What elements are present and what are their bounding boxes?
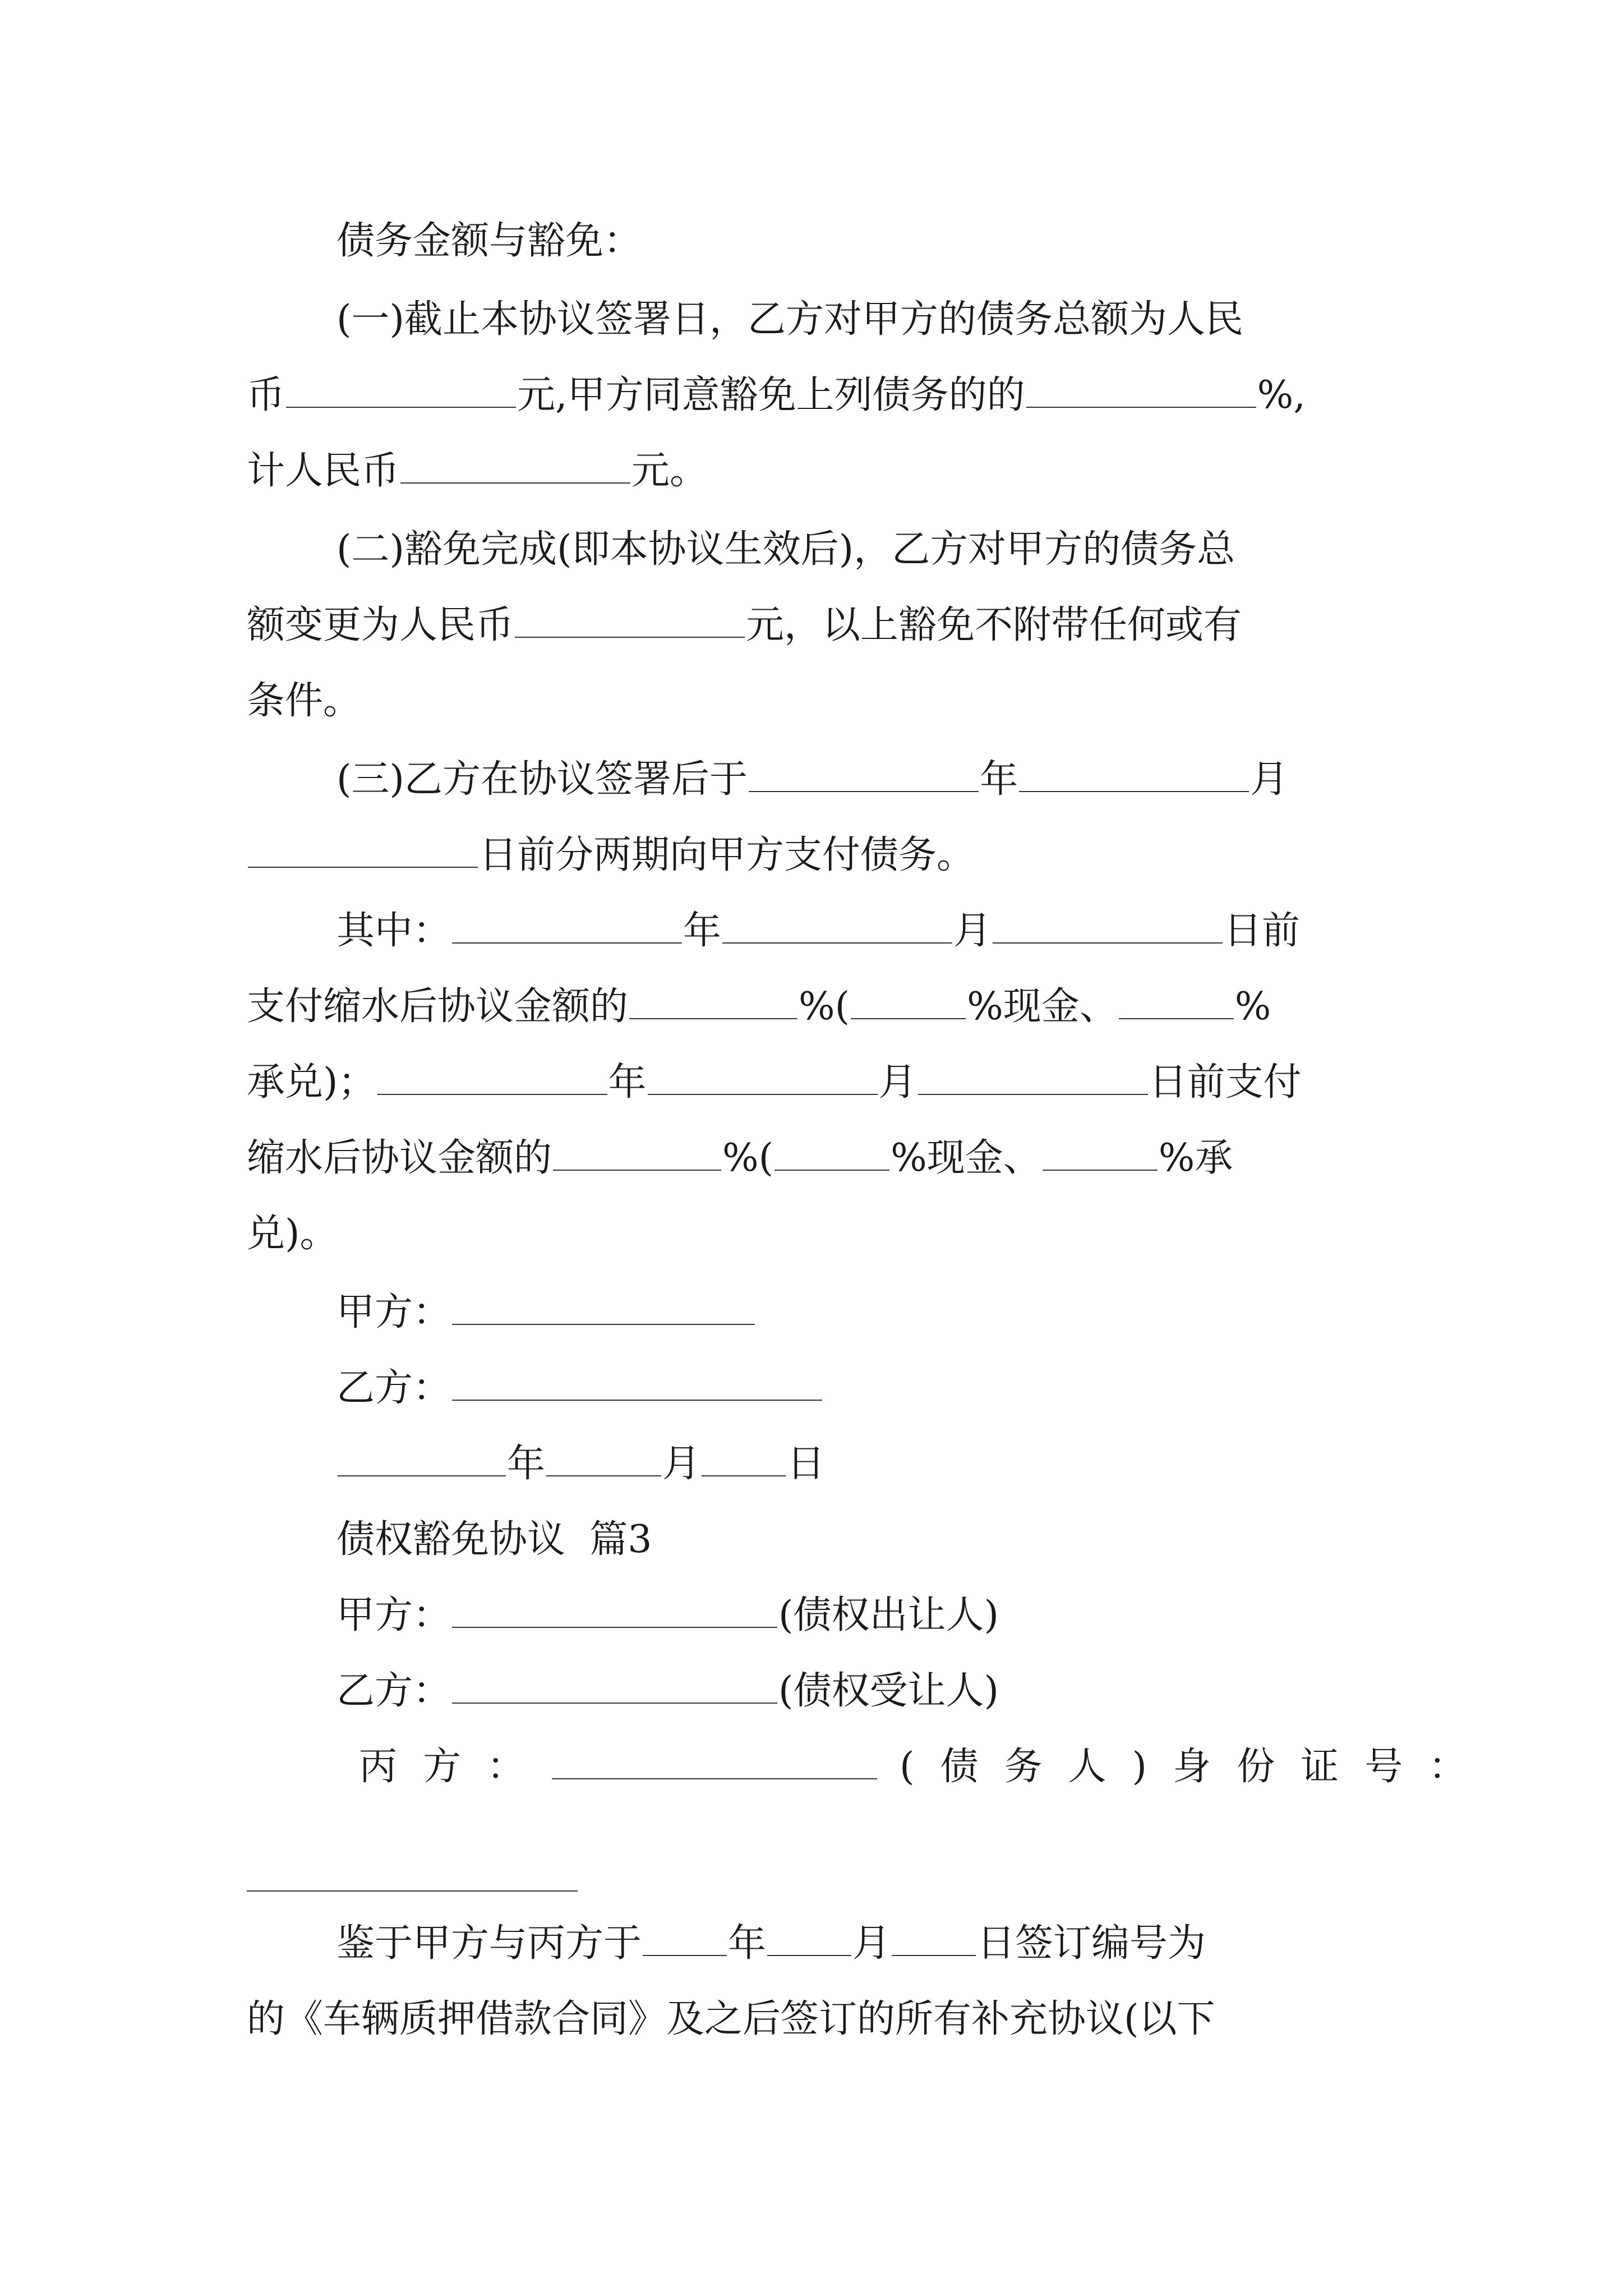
closing-line-2: 的《车辆质押借款合同》及之后签订的所有补充协议(以下	[247, 1997, 1215, 2041]
closing-line-1: 鉴于甲方与丙方于 年 月 日签订编号为	[336, 1921, 1206, 1966]
year-blank[interactable]	[452, 909, 682, 944]
party-a-signature-blank[interactable]	[452, 1290, 755, 1325]
id-number-blank[interactable]	[247, 1890, 578, 1892]
acceptance-percent-blank[interactable]	[1119, 984, 1234, 1019]
party-b-name-blank[interactable]	[452, 1669, 777, 1704]
paragraph-4-line-1: 其中： 年 月 日前	[336, 909, 1301, 953]
paragraph-2-line-2: 额变更为人民币 元，以上豁免不附带任何或有	[247, 603, 1242, 647]
signature-date: 年 月 日	[336, 1439, 825, 1489]
signature-party-b: 乙方：	[336, 1363, 823, 1414]
month-blank[interactable]	[1019, 757, 1249, 792]
month-blank[interactable]	[648, 1060, 878, 1095]
year-blank[interactable]	[377, 1060, 607, 1095]
paragraph-1-line-2: 币 元,甲方同意豁免上列债务的的 %,	[247, 373, 1306, 417]
cash-percent-blank[interactable]	[851, 984, 966, 1019]
section-title: 债权豁免协议 篇3	[336, 1517, 652, 1562]
day-blank[interactable]	[918, 1060, 1148, 1095]
amount-blank[interactable]	[286, 373, 516, 408]
month-blank[interactable]	[546, 1442, 661, 1476]
month-blank[interactable]	[722, 909, 952, 944]
signature-party-a: 甲方：	[336, 1287, 756, 1338]
percent-blank[interactable]	[629, 984, 797, 1019]
amount-blank[interactable]	[400, 449, 630, 484]
party-c-row: 丙方： (债务人)身份证号：	[359, 1745, 1493, 1789]
amount-blank[interactable]	[515, 603, 745, 638]
cash-percent-blank[interactable]	[774, 1136, 889, 1171]
acceptance-percent-blank[interactable]	[1043, 1136, 1158, 1171]
party-b-row: 乙方： (债权受让人)	[336, 1669, 999, 1713]
section-heading: 债务金额与豁免：	[336, 219, 642, 263]
party-b-signature-blank[interactable]	[452, 1366, 822, 1401]
paragraph-4-line-4: 缩水后协议金额的 %( %现金、 %承	[247, 1136, 1233, 1180]
percent-blank[interactable]	[1026, 373, 1256, 408]
percent-blank[interactable]	[553, 1136, 721, 1171]
year-blank[interactable]	[749, 757, 979, 792]
year-blank[interactable]	[643, 1921, 727, 1956]
paragraph-2-line-1: (二)豁免完成(即本协议生效后)，乙方对甲方的债务总	[336, 527, 1235, 572]
day-blank[interactable]	[993, 909, 1223, 944]
paragraph-4-line-5: 兑)。	[247, 1212, 338, 1256]
party-a-row: 甲方： (债权出让人)	[336, 1593, 999, 1637]
day-blank[interactable]	[248, 833, 478, 868]
paragraph-4-line-2: 支付缩水后协议金额的 %( %现金、 %	[247, 984, 1271, 1029]
year-blank[interactable]	[338, 1442, 506, 1476]
party-c-name-blank[interactable]	[552, 1745, 877, 1779]
paragraph-2-line-3: 条件。	[247, 679, 362, 723]
day-blank[interactable]	[702, 1442, 786, 1476]
paragraph-3-line-1: (三)乙方在协议签署后于 年 月	[336, 757, 1289, 802]
party-a-name-blank[interactable]	[452, 1593, 777, 1628]
paragraph-1-line-1: (一)截止本协议签署日，乙方对甲方的债务总额为人民	[336, 297, 1244, 342]
paragraph-3-line-2: 日前分两期向甲方支付债务。	[247, 830, 975, 881]
month-blank[interactable]	[767, 1921, 851, 1956]
paragraph-1-line-3: 计人民币 元。	[247, 449, 708, 493]
paragraph-4-line-3: 承兑)； 年 月 日前支付	[247, 1060, 1302, 1105]
day-blank[interactable]	[892, 1921, 976, 1956]
